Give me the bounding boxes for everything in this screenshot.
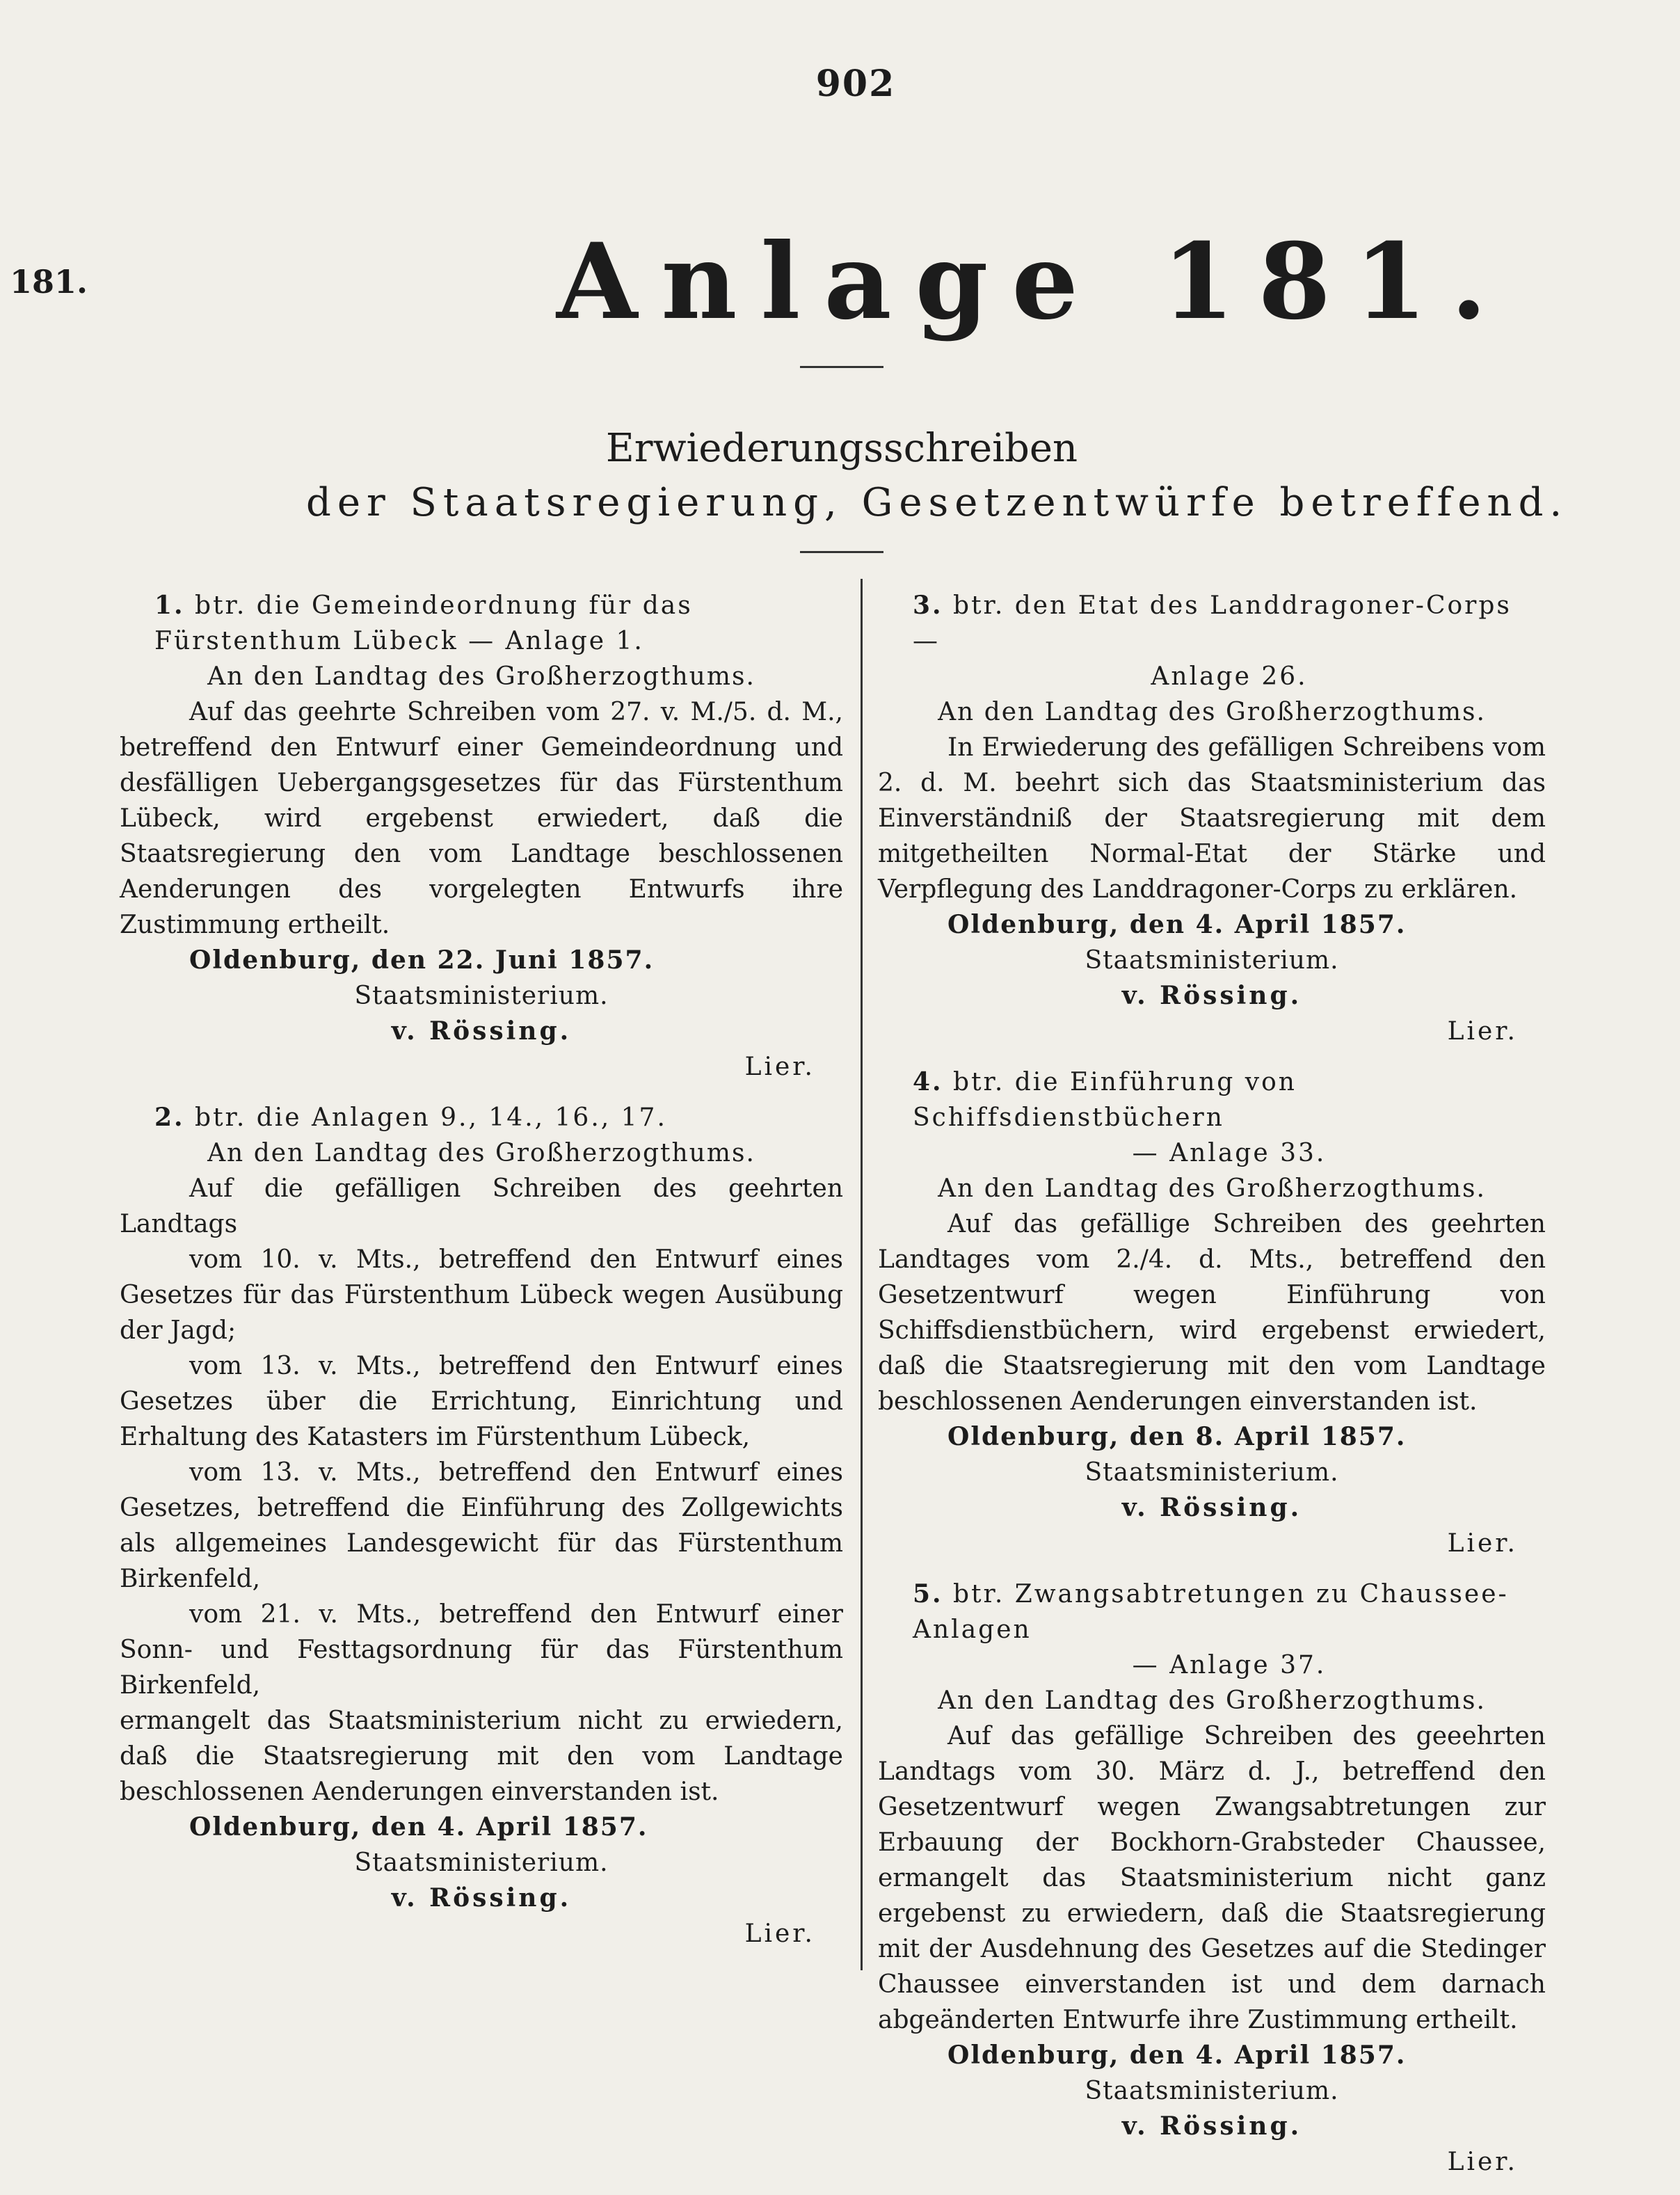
minister-signature: v. Rössing. bbox=[391, 1883, 572, 1913]
page-title: Anlage 181. bbox=[557, 221, 1511, 343]
section-heading bbox=[878, 588, 1546, 694]
addressee: An den Landtag des Großherzogthums. bbox=[207, 1139, 755, 1167]
section-heading bbox=[878, 1577, 1546, 1683]
section-number: 2. bbox=[154, 1103, 185, 1132]
page-number: 902 bbox=[815, 63, 896, 105]
paragraph: vom 21. v. Mts., betreffend den Entwurf einer Sonn- und Festtagsordnung für das Fürstenthum Birkenfeld, bbox=[120, 1600, 843, 1700]
column-divider bbox=[861, 579, 863, 1970]
section-number: 4. bbox=[913, 1067, 943, 1096]
right-column bbox=[878, 588, 1546, 2195]
authority: Staatsministerium. bbox=[1085, 2077, 1339, 2105]
section-heading bbox=[120, 588, 843, 659]
margin-reference: 181. bbox=[10, 263, 88, 301]
section-3 bbox=[878, 588, 1546, 1049]
authority: Staatsministerium. bbox=[1085, 946, 1339, 975]
section-heading-sub: Anlage 26. bbox=[1151, 662, 1308, 691]
authority: Staatsministerium. bbox=[354, 1849, 609, 1877]
subtitle-line-1: Erwiederungsschreiben bbox=[605, 426, 1078, 471]
secretary-signature: Lier. bbox=[744, 1919, 815, 1948]
paragraph: Auf das geehrte Schreiben vom 27. v. M./5. d. M., betreffend den Entwurf einer Gemeindeordnung und desfälligen Uebergangsgesetzes für das Fürstenthum Lübeck, wird ergebenst erwiedert, daß die Staatsregierung den vom Landtage beschlossenen Aenderungen des vorgelegten Entwurfs ihre Zustimmung ertheilt. bbox=[120, 698, 843, 939]
place-date: Oldenburg, den 22. Juni 1857. bbox=[189, 945, 655, 975]
section-4 bbox=[878, 1064, 1546, 1561]
section-number: 5. bbox=[913, 1579, 943, 1609]
section-heading-sub: — Anlage 33. bbox=[1132, 1139, 1327, 1167]
addressee: An den Landtag des Großherzogthums. bbox=[938, 1174, 1486, 1203]
place-date: Oldenburg, den 4. April 1857. bbox=[947, 2041, 1407, 2070]
section-heading-text: btr. den Etat des Landdragoner-Corps — bbox=[913, 591, 1512, 655]
section-2 bbox=[120, 1100, 843, 1951]
addressee: An den Landtag des Großherzogthums. bbox=[207, 662, 755, 691]
minister-signature: v. Rössing. bbox=[1121, 2112, 1302, 2141]
authority: Staatsministerium. bbox=[354, 982, 609, 1010]
section-heading-text: btr. die Einführung von Schiffsdienstbüchern bbox=[913, 1068, 1297, 1132]
section-1 bbox=[120, 588, 843, 1085]
secretary-signature: Lier. bbox=[744, 1053, 815, 1081]
place-date: Oldenburg, den 8. April 1857. bbox=[947, 1422, 1407, 1451]
paragraph: Auf das gefällige Schreiben des geehrten Landtages vom 2./4. d. Mts., betreffend den Gesetzentwurf wegen Einführung von Schiffsdienstbüchern, wird ergebenst erwiedert, daß die Staatsregierung mit den vom Landtage beschlossenen Aenderungen einverstanden ist. bbox=[878, 1210, 1546, 1416]
left-column bbox=[120, 588, 843, 1967]
paragraph: vom 13. v. Mts., betreffend den Entwurf eines Gesetzes, betreffend die Einführung des Zollgewichts als allgemeines Landesgewicht für das Fürstenthum Birkenfeld, bbox=[120, 1458, 843, 1593]
place-date: Oldenburg, den 4. April 1857. bbox=[947, 910, 1407, 939]
section-5 bbox=[878, 1577, 1546, 2180]
section-number: 1. bbox=[154, 591, 185, 620]
subtitle-divider bbox=[800, 551, 883, 553]
section-heading-sub: — Anlage 37. bbox=[1132, 1651, 1327, 1679]
subtitle-line-2: der Staatsregierung, Gesetzentwürfe betreffend. bbox=[306, 480, 1569, 525]
minister-signature: v. Rössing. bbox=[391, 1016, 572, 1046]
section-heading bbox=[120, 1100, 843, 1135]
paragraph: Auf die gefälligen Schreiben des geehrten Landtags bbox=[120, 1174, 843, 1238]
paragraph: vom 13. v. Mts., betreffend den Entwurf eines Gesetzes über die Errichtung, Einrichtung und Erhaltung des Katasters im Fürstenthum Lübeck, bbox=[120, 1352, 843, 1451]
closing-paragraph: ermangelt das Staatsministerium nicht zu erwiedern, daß die Staatsregierung mit den vom Landtage beschlossenen Aenderungen einverstanden ist. bbox=[120, 1707, 843, 1806]
place-date: Oldenburg, den 4. April 1857. bbox=[189, 1812, 648, 1842]
authority: Staatsministerium. bbox=[1085, 1458, 1339, 1487]
section-heading-text: btr. die Anlagen 9., 14., 16., 17. bbox=[195, 1103, 667, 1132]
minister-signature: v. Rössing. bbox=[1121, 981, 1302, 1010]
section-number: 3. bbox=[913, 591, 943, 620]
paragraph: In Erwiederung des gefälligen Schreibens vom 2. d. M. beehrt sich das Staatsministerium das Einverständniß der Staatsregierung mit dem mitgetheilten Normal-Etat der Stärke und Verpflegung des Landdragoner-Corps zu erklären. bbox=[878, 733, 1546, 904]
section-heading-text: btr. Zwangsabtretungen zu Chaussee-Anlagen bbox=[913, 1580, 1509, 1644]
section-heading-text: btr. die Gemeindeordnung für das Fürstenthum Lübeck — Anlage 1. bbox=[154, 591, 693, 655]
section-heading bbox=[878, 1064, 1546, 1171]
secretary-signature: Lier. bbox=[1447, 2148, 1518, 2176]
addressee: An den Landtag des Großherzogthums. bbox=[938, 1686, 1486, 1715]
minister-signature: v. Rössing. bbox=[1121, 1493, 1302, 1522]
title-divider bbox=[800, 366, 883, 368]
paragraph: Auf das gefällige Schreiben des geeehrten Landtags vom 30. März d. J., betreffend den Gesetzentwurf wegen Zwangsabtretungen zur Erbauung der Bockhorn-Grabsteder Chaussee, ermangelt das Staatsministerium nicht ganz ergebenst zu erwiedern, daß die Staatsregierung mit der Ausdehnung des Gesetzes auf die Stedinger Chaussee einverstanden ist und dem darnach abgeänderten Entwurfe ihre Zustimmung ertheilt. bbox=[878, 1722, 1546, 2034]
secretary-signature: Lier. bbox=[1447, 1017, 1518, 1046]
addressee: An den Landtag des Großherzogthums. bbox=[938, 698, 1486, 726]
secretary-signature: Lier. bbox=[1447, 1529, 1518, 1558]
paragraph: vom 10. v. Mts., betreffend den Entwurf eines Gesetzes für das Fürstenthum Lübeck wegen Ausübung der Jagd; bbox=[120, 1245, 843, 1345]
